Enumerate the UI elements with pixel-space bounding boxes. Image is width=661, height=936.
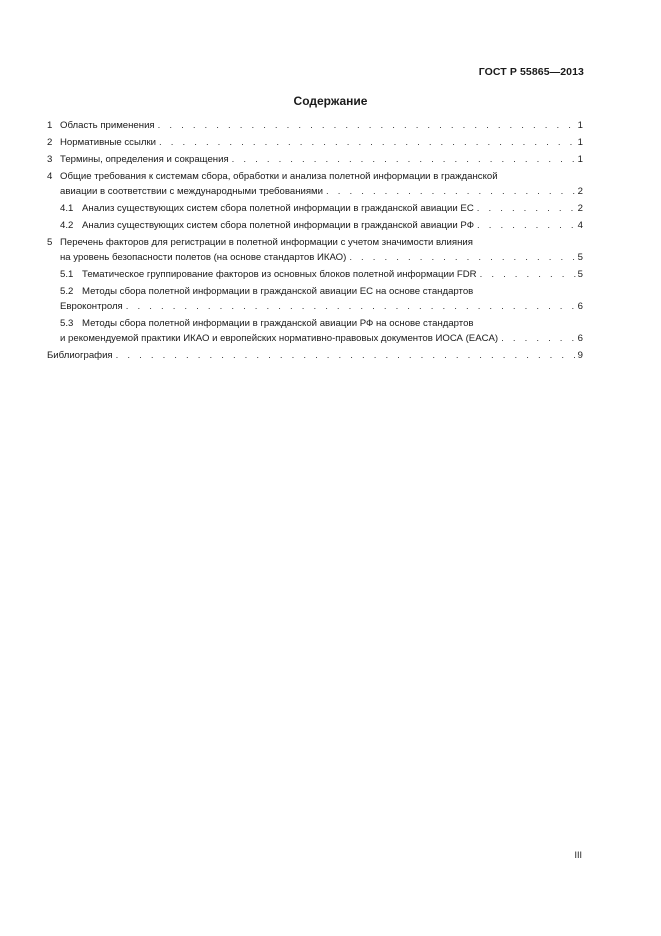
- toc-entry-number: 5: [47, 237, 53, 248]
- toc-entry-text: Термины, определения и сокращения: [60, 154, 229, 165]
- toc-entry-text-line1: Общие требования к системам сбора, обработки и анализа полетной информации в гражданской: [60, 171, 498, 182]
- toc-entry-number: 4: [47, 171, 53, 182]
- toc-entry-3[interactable]: [47, 152, 583, 167]
- toc-leader-dots: [498, 331, 577, 346]
- toc-entry-page: 9: [577, 350, 583, 361]
- toc-entry-4-1[interactable]: [47, 201, 583, 216]
- toc-title: Содержание: [293, 94, 368, 108]
- toc-entry-page: 1: [577, 120, 583, 131]
- toc-entry-page: 5: [577, 252, 583, 263]
- toc-leader-dots: [113, 348, 577, 363]
- toc-entry-number: 4.2: [60, 220, 74, 231]
- toc-entry-4-2[interactable]: [47, 218, 583, 233]
- toc-entry-number: 3: [47, 154, 53, 165]
- toc-leader-dots: [323, 184, 577, 199]
- toc-entry-page: 1: [577, 137, 583, 148]
- toc-entry-page: 5: [577, 269, 583, 280]
- toc-entry-page: 2: [577, 203, 583, 214]
- toc-entry-text-line2: авиации в соответствии с международными требованиями: [60, 186, 324, 197]
- toc-entry-page: 6: [577, 301, 583, 312]
- toc-leader-dots: [477, 267, 577, 282]
- toc-entry-text-line2: Евроконтроля: [60, 301, 123, 312]
- toc-entry-page: 6: [577, 333, 583, 344]
- toc-entry-5-2[interactable]: [47, 284, 583, 314]
- toc-entry-text: Область применения: [60, 120, 155, 131]
- toc-entry-text: Анализ существующих систем сбора полетной информации в гражданской авиации РФ: [82, 220, 475, 231]
- toc-leader-dots: [474, 218, 577, 233]
- toc-entry-5-3[interactable]: [47, 316, 583, 346]
- toc-entry-page: 4: [577, 220, 583, 231]
- toc-entry-1[interactable]: [47, 118, 583, 133]
- toc-entry-number: 5.2: [60, 286, 74, 297]
- page-number: III: [574, 850, 582, 860]
- toc-entry-text-line2: на уровень безопасности полетов (на основе стандартов ИКАО): [60, 252, 347, 263]
- table-of-contents: [47, 118, 583, 365]
- toc-entry-5-1[interactable]: [47, 267, 583, 282]
- toc-entry-number: 4.1: [60, 203, 74, 214]
- toc-entry-text: Библиография: [47, 350, 113, 361]
- toc-entry-5[interactable]: [47, 235, 583, 265]
- toc-entry-page: 1: [577, 154, 583, 165]
- toc-entry-text: Тематическое группирование факторов из основных блоков полетной информации FDR: [82, 269, 477, 280]
- toc-entry-text: Анализ существующих систем сбора полетной информации в гражданской авиации ЕС: [82, 203, 474, 214]
- toc-entry-text-line2: и рекомендуемой практики ИКАО и европейских нормативно-правовых документов ИОСА (EACA): [60, 333, 499, 344]
- toc-leader-dots: [123, 299, 577, 314]
- toc-entry-text-line1: Методы сбора полетной информации в гражданской авиации ЕС на основе стандартов: [82, 286, 474, 297]
- toc-entry-number: 2: [47, 137, 53, 148]
- toc-entry-number: 5.1: [60, 269, 74, 280]
- toc-entry-bibliography[interactable]: [47, 348, 583, 363]
- toc-leader-dots: [155, 118, 577, 133]
- toc-entry-text-line1: Методы сбора полетной информации в гражданской авиации РФ на основе стандартов: [82, 318, 474, 329]
- toc-leader-dots: [474, 201, 577, 216]
- toc-entry-number: 1: [47, 120, 53, 131]
- toc-leader-dots: [346, 250, 577, 265]
- toc-entry-2[interactable]: [47, 135, 583, 150]
- toc-entry-text-line1: Перечень факторов для регистрации в полетной информации с учетом значимости влияния: [60, 237, 473, 248]
- toc-leader-dots: [229, 152, 577, 167]
- toc-entry-number: 5.3: [60, 318, 74, 329]
- toc-entry-page: 2: [577, 186, 583, 197]
- toc-entry-text: Нормативные ссылки: [60, 137, 157, 148]
- document-code: ГОСТ Р 55865—2013: [478, 66, 584, 78]
- toc-leader-dots: [156, 135, 577, 150]
- toc-entry-4[interactable]: [47, 169, 583, 199]
